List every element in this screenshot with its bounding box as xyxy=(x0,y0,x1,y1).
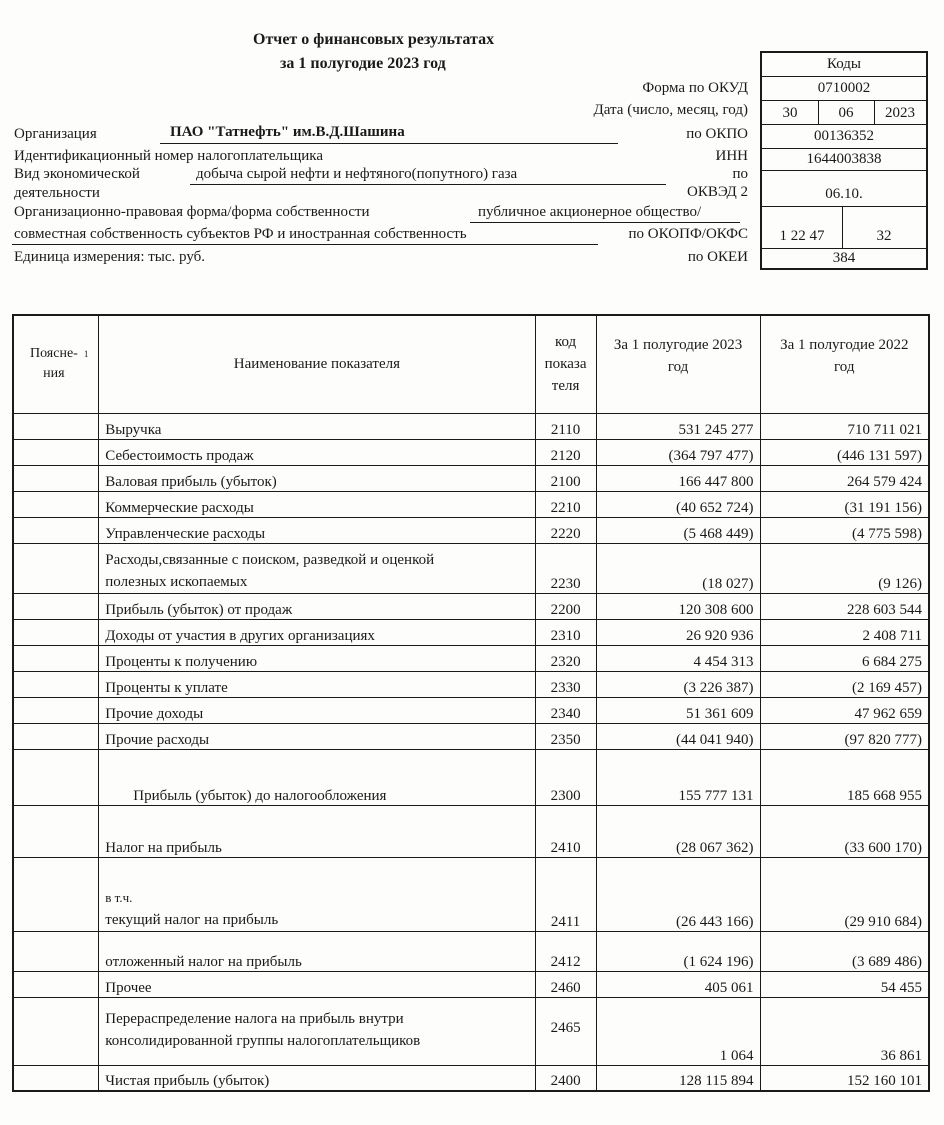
row-code: 2110 xyxy=(535,413,596,439)
inn-code xyxy=(762,149,926,171)
legal-form-value-1: публичное акционерное общество/ xyxy=(478,204,702,220)
okopf-code xyxy=(762,207,926,249)
row-code: 2400 xyxy=(535,1065,596,1091)
table-row xyxy=(13,517,929,543)
row-code: 2465 xyxy=(535,997,596,1065)
row-name: Управленческие расходы xyxy=(99,517,535,543)
table-row xyxy=(13,805,929,857)
legal-form-value-2: совместная собственность субъектов РФ и иностранная собственность xyxy=(14,226,467,242)
table-row xyxy=(13,543,929,593)
footnote-marker: 1 xyxy=(83,349,89,360)
row-name: Прочие доходы xyxy=(99,697,535,723)
table-row xyxy=(13,593,929,619)
row-name: Налог на прибыль xyxy=(99,805,535,857)
activity-label-1: Вид экономической xyxy=(14,166,140,182)
okved-label-1: по xyxy=(732,166,748,182)
col-2022 xyxy=(760,315,929,413)
row-value-2022: (9 126) xyxy=(760,543,929,593)
okpo-code-value: 00136352 xyxy=(814,128,874,144)
row-value-2023: (40 652 724) xyxy=(596,491,760,517)
row-value-2022: (29 910 684) xyxy=(760,857,929,931)
row-value-2023: (18 027) xyxy=(596,543,760,593)
row-name: Коммерческие расходы xyxy=(99,491,535,517)
row-value-2022: (2 169 457) xyxy=(760,671,929,697)
table-header-row xyxy=(13,315,929,413)
row-name: Проценты к уплате xyxy=(99,671,535,697)
row-code: 2310 xyxy=(535,619,596,645)
codes-header xyxy=(762,53,926,77)
row-code: 2412 xyxy=(535,931,596,971)
row-code: 2300 xyxy=(535,749,596,805)
row-value-2023: (5 468 449) xyxy=(596,517,760,543)
row-name-prefix: в т.ч. xyxy=(105,889,133,905)
report-title: Отчет о финансовых результатах xyxy=(253,31,495,48)
inn-label: Идентификационный номер налогоплательщика xyxy=(14,148,324,164)
table-row xyxy=(13,723,929,749)
row-code: 2220 xyxy=(535,517,596,543)
codes-header-text: Коды xyxy=(826,56,862,72)
row-code: 2330 xyxy=(535,671,596,697)
report-period: за 1 полугодие 2023 год xyxy=(280,55,446,72)
legal-form-label: Организационно-правовая форма/форма собственности xyxy=(14,204,370,220)
table-row xyxy=(13,619,929,645)
col-code-text: код показа теля xyxy=(544,334,587,395)
activity-value: добыча сырой нефти и нефтяного(попутного) газа xyxy=(196,166,518,182)
col-name: Наименование показателя xyxy=(99,315,535,413)
row-code: 2340 xyxy=(535,697,596,723)
row-value-2022: (33 600 170) xyxy=(760,805,929,857)
table-row xyxy=(13,697,929,723)
activity-label-2: деятельности xyxy=(14,185,100,201)
row-value-2022: (97 820 777) xyxy=(760,723,929,749)
row-code: 2200 xyxy=(535,593,596,619)
row-value-2022: 185 668 955 xyxy=(760,749,929,805)
table-row xyxy=(13,413,929,439)
row-code: 2460 xyxy=(535,971,596,997)
date-label: Дата (число, месяц, год) xyxy=(593,102,748,118)
row-code: 2410 xyxy=(535,805,596,857)
table-row xyxy=(13,671,929,697)
col-2023 xyxy=(596,315,760,413)
row-value-2022: 228 603 544 xyxy=(760,593,929,619)
okei-code-value: 384 xyxy=(832,250,856,266)
col-explanations-text: Поясне-ния xyxy=(29,346,78,382)
date-year: 2023 xyxy=(885,105,915,121)
row-value-2023: 128 115 894 xyxy=(596,1065,760,1091)
row-name: Проценты к получению xyxy=(99,645,535,671)
row-value-2023: 1 064 xyxy=(596,997,760,1065)
row-value-2023: (3 226 387) xyxy=(596,671,760,697)
row-value-2022: 36 861 xyxy=(760,997,929,1065)
col-2022-text: За 1 полугодие 2022 год xyxy=(780,337,909,375)
table-row xyxy=(13,645,929,671)
row-name: Чистая прибыль (убыток) xyxy=(99,1065,535,1091)
col-2023-text: За 1 полугодие 2023 год xyxy=(613,337,743,375)
row-code: 2120 xyxy=(535,439,596,465)
row-name-line: текущий налог на прибыль xyxy=(105,911,279,928)
row-name: отложенный налог на прибыль xyxy=(99,931,535,971)
row-code: 2230 xyxy=(535,543,596,593)
row-code: 2210 xyxy=(535,491,596,517)
row-value-2023: (44 041 940) xyxy=(596,723,760,749)
legal-form-underline-2 xyxy=(12,244,598,245)
table-row xyxy=(13,997,929,1065)
row-value-2022: 152 160 101 xyxy=(760,1065,929,1091)
row-name: Валовая прибыль (убыток) xyxy=(99,465,535,491)
inn-label-short: ИНН xyxy=(715,148,748,164)
row-value-2022: (446 131 597) xyxy=(760,439,929,465)
row-name: Выручка xyxy=(99,413,535,439)
table-row xyxy=(13,971,929,997)
row-name: Прочее xyxy=(99,971,535,997)
row-value-2022: 264 579 424 xyxy=(760,465,929,491)
okved-code xyxy=(762,171,926,207)
col-code xyxy=(535,315,596,413)
row-value-2023: (1 624 196) xyxy=(596,931,760,971)
row-name: Доходы от участия в других организациях xyxy=(99,619,535,645)
row-value-2022: 710 711 021 xyxy=(760,413,929,439)
okei-code xyxy=(762,249,926,268)
row-value-2022: 6 684 275 xyxy=(760,645,929,671)
row-name: Прибыль (убыток) до налогообложения xyxy=(99,749,535,805)
row-name-line1: Перераспределение налога на прибыль внутри xyxy=(105,1010,404,1027)
col-explanations xyxy=(13,315,99,413)
row-value-2023: 531 245 277 xyxy=(596,413,760,439)
okpo-code xyxy=(762,125,926,149)
row-name xyxy=(99,543,535,593)
table-row xyxy=(13,857,929,931)
activity-underline xyxy=(190,184,666,185)
codes-box xyxy=(760,51,928,270)
row-value-2023: 4 454 313 xyxy=(596,645,760,671)
row-code: 2100 xyxy=(535,465,596,491)
row-value-2023: (26 443 166) xyxy=(596,857,760,931)
unit-label: Единица измерения: тыс. руб. xyxy=(14,249,206,265)
okved-label-2: ОКВЭД 2 xyxy=(687,184,748,200)
okpo-label: по ОКПО xyxy=(686,126,748,142)
row-name: Прибыль (убыток) от продаж xyxy=(99,593,535,619)
okud-label: Форма по ОКУД xyxy=(642,80,748,96)
table-row xyxy=(13,439,929,465)
org-label: Организация xyxy=(14,126,97,142)
row-name: Себестоимость продаж xyxy=(99,439,535,465)
row-value-2023: (28 067 362) xyxy=(596,805,760,857)
row-value-2022: 54 455 xyxy=(760,971,929,997)
okopf-value: 1 22 47 xyxy=(762,207,843,248)
table-row xyxy=(13,749,929,805)
row-value-2023: 51 361 609 xyxy=(596,697,760,723)
row-name-line2: консолидированной группы налогоплательщиков xyxy=(105,1032,421,1049)
table-row xyxy=(13,1065,929,1091)
okfs-value: 32 xyxy=(876,228,892,244)
table-row xyxy=(13,491,929,517)
table-row xyxy=(13,931,929,971)
financial-results-table xyxy=(12,314,930,1092)
row-value-2022: (3 689 486) xyxy=(760,931,929,971)
row-name xyxy=(99,997,535,1065)
row-name: Прочие расходы xyxy=(99,723,535,749)
org-name: ПАО "Татнефть" им.В.Д.Шашина xyxy=(170,124,405,140)
row-name xyxy=(99,857,535,931)
row-value-2022: (31 191 156) xyxy=(760,491,929,517)
row-value-2023: 26 920 936 xyxy=(596,619,760,645)
row-code: 2411 xyxy=(535,857,596,931)
okved-code-value: 06.10. xyxy=(825,186,863,202)
row-name-line2: полезных ископаемых xyxy=(105,573,248,590)
row-value-2022: (4 775 598) xyxy=(760,517,929,543)
date-month: 06 xyxy=(818,101,875,124)
okopf-label: по ОКОПФ/ОКФС xyxy=(628,226,748,242)
row-value-2023: (364 797 477) xyxy=(596,439,760,465)
okei-label: по ОКЕИ xyxy=(687,249,748,265)
row-value-2022: 47 962 659 xyxy=(760,697,929,723)
row-value-2023: 166 447 800 xyxy=(596,465,760,491)
row-name-line1: Расходы,связанные с поиском, разведкой и оценкой xyxy=(105,551,435,568)
legal-form-underline-1 xyxy=(470,222,740,223)
row-value-2023: 155 777 131 xyxy=(596,749,760,805)
okud-code xyxy=(762,77,926,101)
row-value-2023: 405 061 xyxy=(596,971,760,997)
date-code xyxy=(762,101,926,125)
row-code: 2350 xyxy=(535,723,596,749)
table-row xyxy=(13,465,929,491)
row-code: 2320 xyxy=(535,645,596,671)
date-day: 30 xyxy=(762,101,819,124)
org-name-underline xyxy=(160,143,618,144)
row-value-2023: 120 308 600 xyxy=(596,593,760,619)
okud-code-value: 0710002 xyxy=(817,80,871,96)
row-value-2022: 2 408 711 xyxy=(760,619,929,645)
inn-code-value: 1644003838 xyxy=(806,151,882,167)
